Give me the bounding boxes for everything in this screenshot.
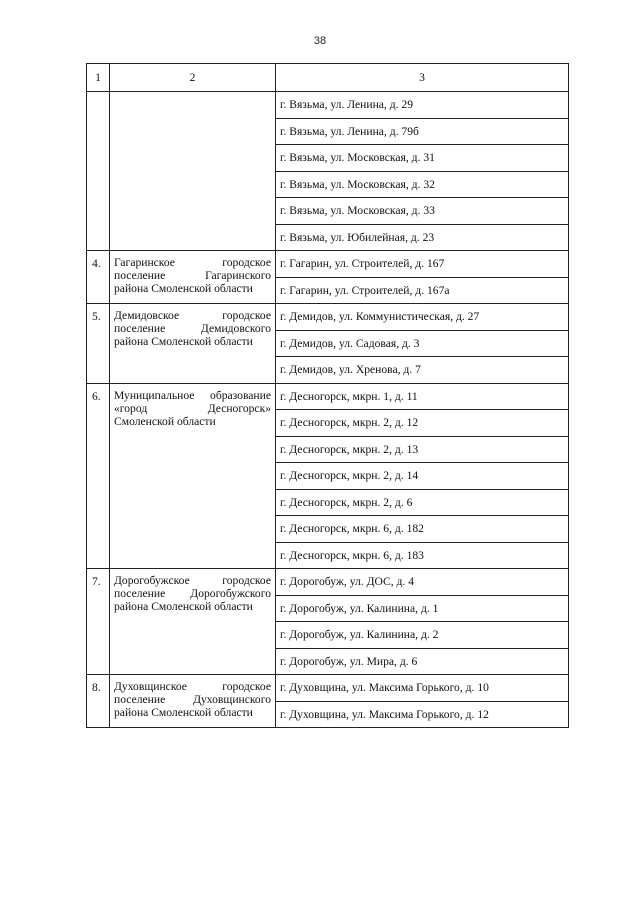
address-cell: г. Десногорск, мкрн. 2, д. 12 (276, 410, 569, 437)
table-body (87, 92, 569, 728)
address-cell: г. Вязьма, ул. Ленина, д. 79б (276, 118, 569, 145)
table-row (87, 251, 569, 278)
column-header-3: 3 (276, 64, 569, 92)
address-cell: г. Демидов, ул. Хренова, д. 7 (276, 357, 569, 384)
row-number (87, 92, 110, 251)
column-header-1: 1 (87, 64, 110, 92)
address-cell: г. Гагарин, ул. Строителей, д. 167 (276, 251, 569, 278)
settlement-name: Муниципальное образование «город Десногорск» Смоленской области (110, 383, 276, 569)
table-row (87, 383, 569, 410)
address-cell: г. Духовщина, ул. Максима Горького, д. 12 (276, 701, 569, 728)
address-cell: г. Дорогобуж, ул. Калинина, д. 1 (276, 595, 569, 622)
address-cell: г. Десногорск, мкрн. 2, д. 14 (276, 463, 569, 490)
address-cell: г. Вязьма, ул. Московская, д. 31 (276, 145, 569, 172)
address-cell: г. Духовщина, ул. Максима Горького, д. 10 (276, 675, 569, 702)
address-cell: г. Вязьма, ул. Московская, д. 33 (276, 198, 569, 225)
address-cell: г. Вязьма, ул. Юбилейная, д. 23 (276, 224, 569, 251)
address-cell: г. Дорогобуж, ул. Мира, д. 6 (276, 648, 569, 675)
address-cell: г. Гагарин, ул. Строителей, д. 167а (276, 277, 569, 304)
table-row (87, 675, 569, 702)
address-cell: г. Вязьма, ул. Московская, д. 32 (276, 171, 569, 198)
row-number: 6. (87, 383, 110, 569)
address-cell: г. Десногорск, мкрн. 6, д. 182 (276, 516, 569, 543)
table-row (87, 92, 569, 119)
page-number: 38 (313, 35, 327, 47)
address-cell: г. Дорогобуж, ул. ДОС, д. 4 (276, 569, 569, 596)
table-row (87, 569, 569, 596)
address-cell: г. Дорогобуж, ул. Калинина, д. 2 (276, 622, 569, 649)
address-cell: г. Десногорск, мкрн. 1, д. 11 (276, 383, 569, 410)
settlement-name: Духовщинское городское поселение Духовщинского района Смоленской области (110, 675, 276, 728)
settlement-name: Дорогобужское городское поселение Дорогобужского района Смоленской области (110, 569, 276, 675)
settlement-name: Демидовское городское поселение Демидовского района Смоленской области (110, 304, 276, 384)
address-cell: г. Десногорск, мкрн. 6, д. 183 (276, 542, 569, 569)
address-cell: г. Демидов, ул. Коммунистическая, д. 27 (276, 304, 569, 331)
address-cell: г. Десногорск, мкрн. 2, д. 13 (276, 436, 569, 463)
row-number: 7. (87, 569, 110, 675)
address-cell: г. Вязьма, ул. Ленина, д. 29 (276, 92, 569, 119)
row-number: 8. (87, 675, 110, 728)
column-header-2: 2 (110, 64, 276, 92)
settlements-table (86, 63, 569, 728)
row-number: 4. (87, 251, 110, 304)
row-number: 5. (87, 304, 110, 384)
address-cell: г. Десногорск, мкрн. 2, д. 6 (276, 489, 569, 516)
table-header-row (87, 64, 569, 92)
address-cell: г. Демидов, ул. Садовая, д. 3 (276, 330, 569, 357)
settlement-name (110, 92, 276, 251)
settlement-name: Гагаринское городское поселение Гагаринского района Смоленской области (110, 251, 276, 304)
table-row (87, 304, 569, 331)
